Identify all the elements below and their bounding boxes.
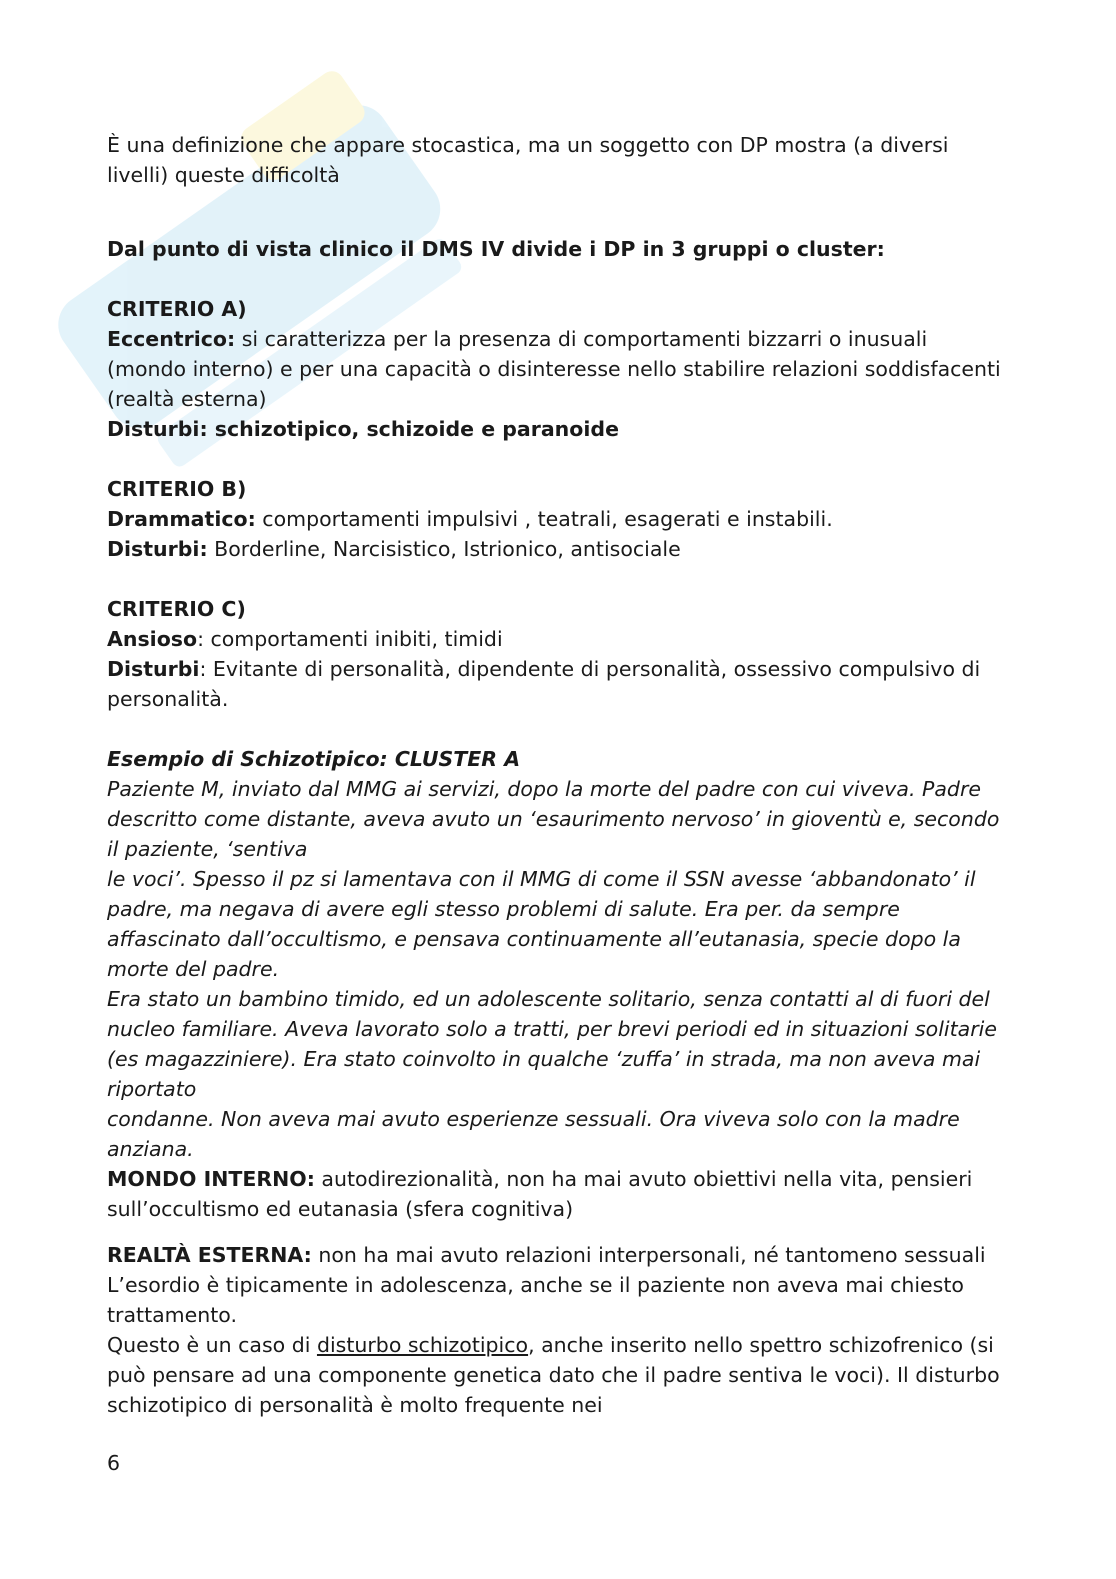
criterion-c-title: CRITERIO C)	[107, 597, 246, 621]
schizotypal-disorder-link: disturbo schizotipico	[316, 1333, 529, 1357]
schizotypal-example	[107, 744, 1007, 1164]
example-title: Esempio di Schizotipico: CLUSTER A	[107, 747, 521, 771]
criterion-c	[107, 594, 1007, 714]
intro-paragraph: È una definizione che appare stocastica, ma un soggetto con DP mostra (a diversi livelli) queste difficoltà	[107, 133, 949, 187]
external-reality: REALTÀ ESTERNA: non ha mai avuto relazioni interpersonali, né tantomeno sessuali	[107, 1243, 986, 1267]
example-paragraph-3: Era stato un bambino timido, ed un adolescente solitario, senza contatti al di fuori del nucleo familiare. Aveva lavorato solo a tratti, per brevi periodi ed in situazioni solitarie (es magazziniere). Era stato coinvolto in qualche ‘zuffa’ in strada, ma non aveva mai riportato	[107, 987, 997, 1101]
criterion-a-description: Eccentrico: si caratterizza per la presenza di comportamenti bizzarri o inusuali (mondo interno) e per una capacità o disinteresse nello stabilire relazioni soddisfacenti (realtà esterna)	[107, 327, 1001, 411]
example-paragraph-2: le voci’. Spesso il pz si lamentava con il MMG di come il SSN avesse ‘abbandonato’ il padre, ma negava di avere egli stesso problemi di salute. Era per. da sempre affascinato dall’occultismo, e pensava continuamente all’eutanasia, specie dopo la morte del padre.	[107, 867, 976, 981]
internal-world: MONDO INTERNO: autodirezionalità, non ha mai avuto obiettivi nella vita, pensieri sull’occultismo ed eutanasia (sfera cognitiva)	[107, 1167, 973, 1221]
document-page	[107, 130, 1007, 1420]
onset-paragraph: L’esordio è tipicamente in adolescenza, anche se il paziente non aveva mai chiesto trattamento.	[107, 1273, 964, 1327]
criterion-c-description: Ansioso: comportamenti inibiti, timidi	[107, 627, 503, 651]
criterion-b	[107, 474, 1007, 564]
criterion-b-title: CRITERIO B)	[107, 477, 247, 501]
clusters-heading: Dal punto di vista clinico il DMS IV divide i DP in 3 gruppi o cluster:	[107, 237, 885, 261]
criterion-c-disorders: Disturbi: Evitante di personalità, dipendente di personalità, ossessivo compulsivo di personalità.	[107, 657, 981, 711]
conclusion-paragraph: Questo è un caso di disturbo schizotipico, anche inserito nello spettro schizofrenico (si può pensare ad una componente genetica dato che il padre sentiva le voci). Il disturbo schizotipico di personalità è molto frequente nei	[107, 1333, 1000, 1417]
criterion-a-title: CRITERIO A)	[107, 297, 247, 321]
criterion-b-disorders: Disturbi: Borderline, Narcisistico, Istrionico, antisociale	[107, 537, 681, 561]
criterion-a	[107, 294, 1007, 444]
criterion-a-disorders: Disturbi: schizotipico, schizoide e paranoide	[107, 417, 619, 441]
criterion-b-description: Drammatico: comportamenti impulsivi , teatrali, esagerati e instabili.	[107, 507, 833, 531]
example-paragraph-1: Paziente M, inviato dal MMG ai servizi, dopo la morte del padre con cui viveva. Padre descritto come distante, aveva avuto un ‘esaurimento nervoso’ in gioventù e, secondo il paziente, ‘sentiva	[107, 777, 1000, 861]
page-number: 6	[107, 1451, 121, 1475]
example-paragraph-4: condanne. Non aveva mai avuto esperienze sessuali. Ora viveva solo con la madre anziana.	[107, 1107, 960, 1161]
